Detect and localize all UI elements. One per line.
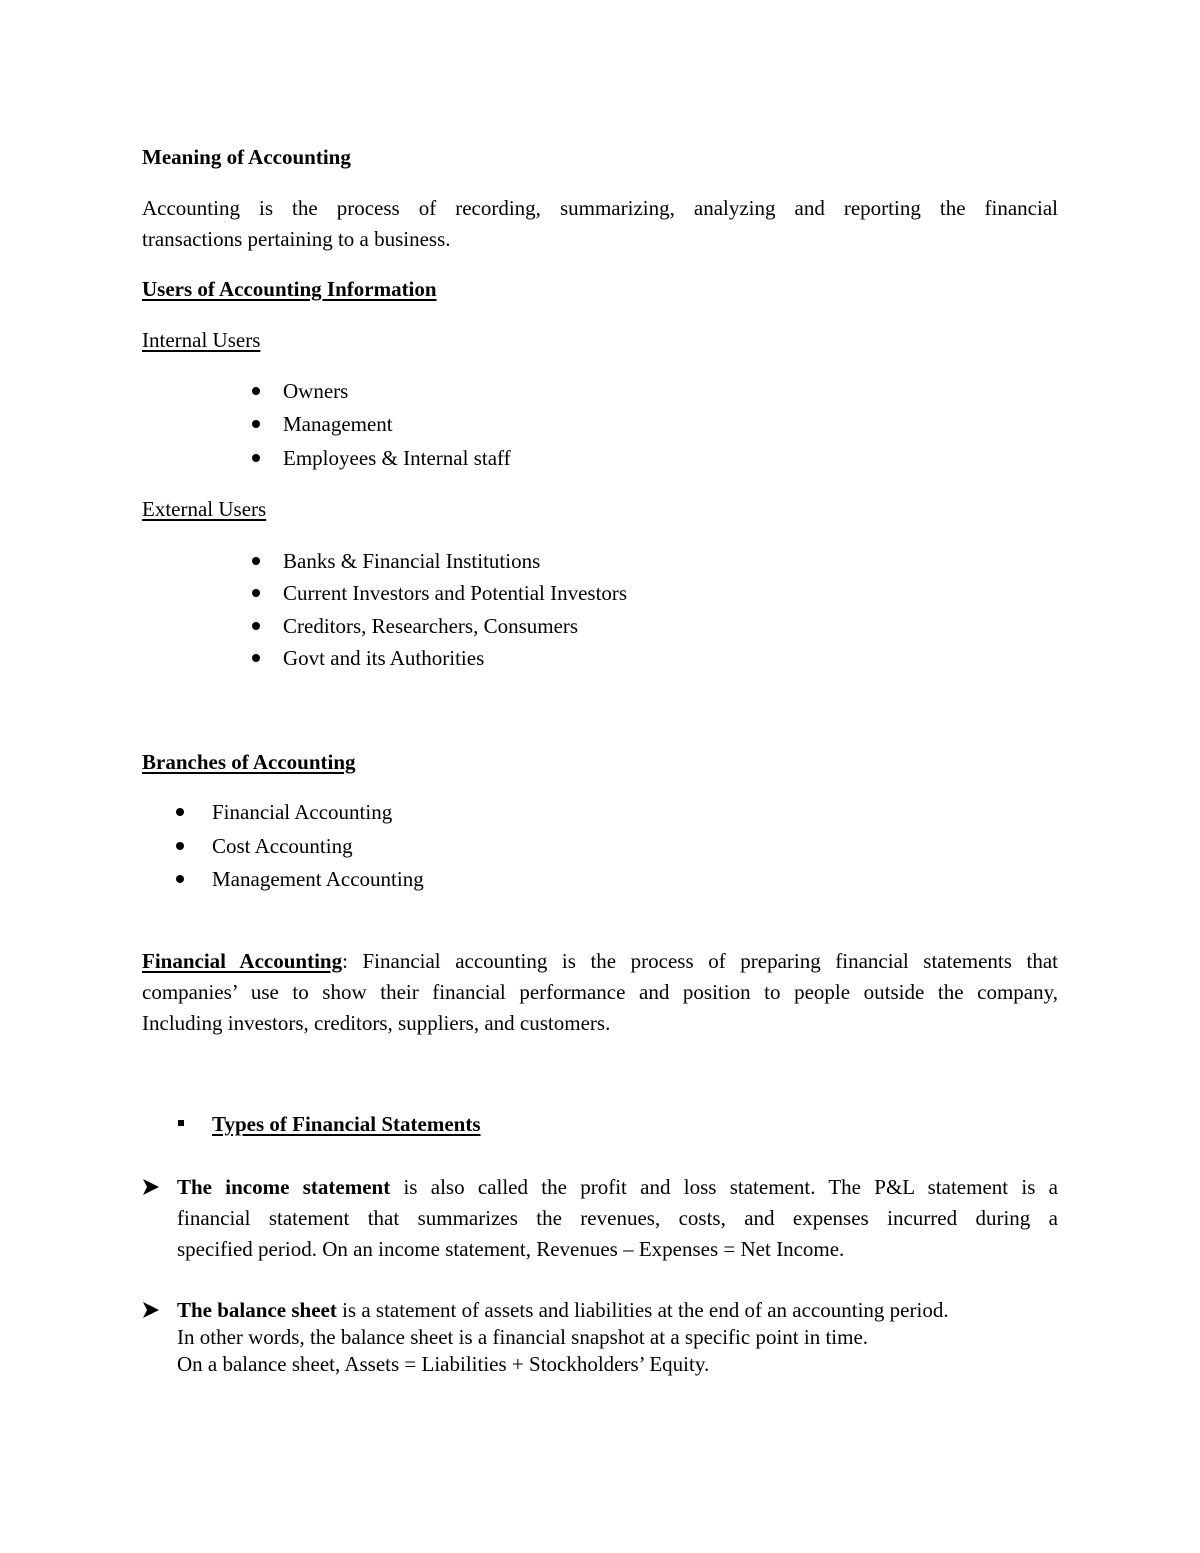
bullet-icon <box>176 875 184 883</box>
list-item: Govt and its Authorities <box>283 646 485 670</box>
list-item: Owners <box>283 379 349 403</box>
balance-sheet-term: The balance sheet <box>177 1298 337 1322</box>
income-statement-text: is also called the profit and loss statement. The P&L statement is a <box>390 1175 1058 1199</box>
meaning-text-line-1: Accounting is the process of recording, summarizing, analyzing and reporting the financial <box>142 196 1058 220</box>
income-statement-term: The income statement <box>177 1175 391 1199</box>
list-item: Financial Accounting <box>212 800 393 824</box>
list-item: Banks & Financial Institutions <box>283 549 541 573</box>
bullet-icon <box>176 842 184 850</box>
bullet-icon <box>252 622 260 630</box>
income-statement-line-3: specified period. On an income statement, Revenues – Expenses = Net Income. <box>177 1237 845 1261</box>
bullet-icon <box>252 454 260 462</box>
branches-heading: Branches of Accounting <box>142 750 356 774</box>
bullet-icon <box>252 387 260 395</box>
list-item: Creditors, Researchers, Consumers <box>283 614 579 638</box>
internal-users-heading: Internal Users <box>142 328 261 352</box>
balance-sheet-line-3: On a balance sheet, Assets = Liabilities + Stockholders’ Equity. <box>177 1352 710 1376</box>
arrowhead-bullet-icon <box>142 1178 160 1196</box>
financial-accounting-text: : Financial accounting is the process of preparing financial statements that <box>342 949 1058 973</box>
arrowhead-bullet-icon <box>142 1301 160 1319</box>
financial-accounting-line-1 <box>142 951 1058 972</box>
bullet-icon <box>252 420 260 428</box>
list-item: Cost Accounting <box>212 834 353 858</box>
bullet-icon <box>252 589 260 597</box>
bullet-icon <box>176 808 184 816</box>
types-heading: Types of Financial Statements <box>212 1112 481 1136</box>
list-item: Management Accounting <box>212 867 424 891</box>
square-bullet-icon <box>178 1120 184 1126</box>
bullet-icon <box>252 557 260 565</box>
meaning-heading: Meaning of Accounting <box>142 145 351 169</box>
users-heading: Users of Accounting Information <box>142 277 437 301</box>
income-statement-line-1 <box>177 1177 1058 1198</box>
balance-sheet-line-1 <box>177 1300 949 1321</box>
balance-sheet-text: is a statement of assets and liabilities at the end of an accounting period. <box>336 1298 949 1322</box>
bullet-icon <box>252 654 260 662</box>
balance-sheet-line-2: In other words, the balance sheet is a financial snapshot at a specific point in time. <box>177 1325 869 1349</box>
list-item: Management <box>283 412 393 436</box>
financial-accounting-line-3: Including investors, creditors, suppliers, and customers. <box>142 1011 611 1035</box>
financial-accounting-line-2: companies’ use to show their financial performance and position to people outside the company, <box>142 980 1058 1004</box>
list-item: Current Investors and Potential Investors <box>283 581 628 605</box>
financial-accounting-term: Financial Accounting <box>142 949 343 973</box>
external-users-heading: External Users <box>142 497 267 521</box>
meaning-text-line-2: transactions pertaining to a business. <box>142 227 451 251</box>
list-item: Employees & Internal staff <box>283 446 511 470</box>
income-statement-line-2: financial statement that summarizes the revenues, costs, and expenses incurred during a <box>177 1206 1058 1230</box>
